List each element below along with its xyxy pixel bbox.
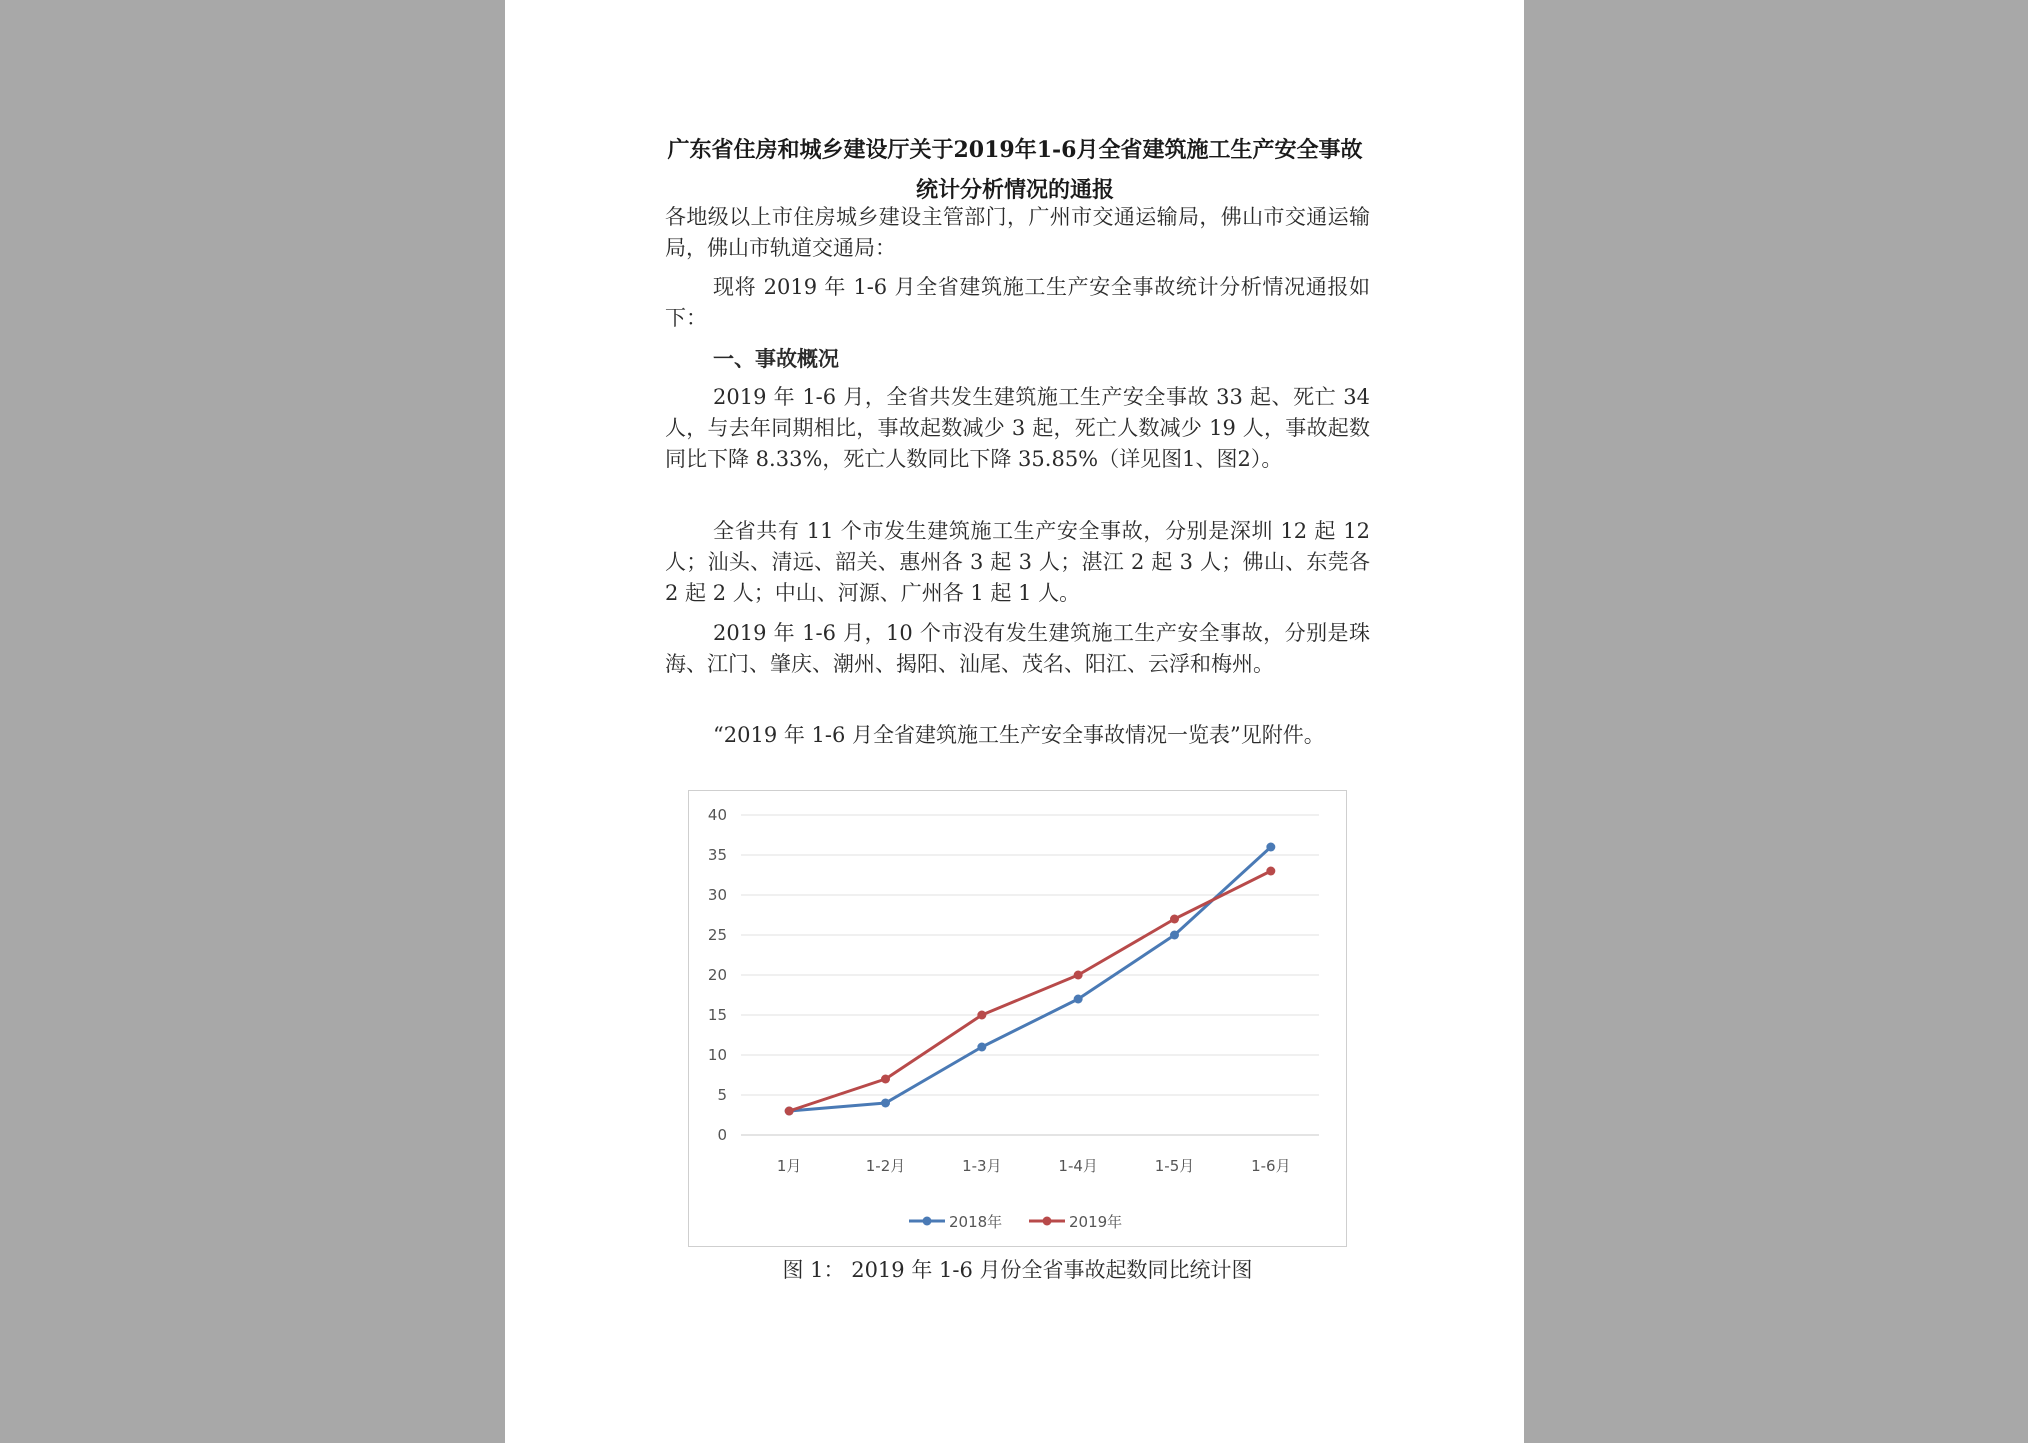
legend-label: 2018年 (949, 1213, 1003, 1231)
section-heading: 一、事故概况 (713, 346, 839, 371)
data-point (1266, 867, 1275, 876)
data-point (785, 1107, 794, 1116)
data-point (977, 1011, 986, 1020)
line-chart (688, 790, 1347, 1247)
y-tick-label: 25 (707, 926, 727, 944)
data-point (1170, 931, 1179, 940)
legend-label: 2019年 (1069, 1213, 1123, 1231)
chart-canvas (689, 791, 1346, 1246)
legend-marker (1043, 1217, 1052, 1226)
x-tick-label: 1-3月 (962, 1157, 1002, 1175)
x-tick-label: 1月 (776, 1157, 802, 1175)
data-point (1074, 971, 1083, 980)
cities-no-accidents-paragraph: 2019 年 1-6 月，10 个市没有发生建筑施工生产安全事故，分别是珠海、江门、肇庆、潮州、揭阳、汕尾、茂名、阳江、云浮和梅州。 (665, 621, 1370, 676)
series-line (789, 871, 1271, 1111)
y-tick-label: 40 (707, 806, 727, 824)
y-tick-label: 30 (707, 886, 727, 904)
y-tick-label: 10 (707, 1046, 727, 1064)
intro-paragraph: 现将 2019 年 1-6 月全省建筑施工生产安全事故统计分析情况通报如下： (665, 275, 1370, 330)
legend-marker (923, 1217, 932, 1226)
x-tick-label: 1-4月 (1058, 1157, 1098, 1175)
data-point (1074, 995, 1083, 1004)
y-tick-label: 35 (707, 846, 727, 864)
data-point (1170, 915, 1179, 924)
series-line (789, 847, 1271, 1111)
figure-caption: 图 1： 2019 年 1-6 月份全省事故起数同比统计图 (782, 1258, 1253, 1282)
x-tick-label: 1-2月 (865, 1157, 906, 1175)
summary-paragraph: 2019 年 1-6 月，全省共发生建筑施工生产安全事故 33 起、死亡 34 人，与去年同期相比，事故起数减少 3 起，死亡人数减少 19 人，事故起数同比下降 8.33%，死亡人数同比下降 35.85%（详见图1、图2）。 (665, 385, 1370, 471)
x-tick-label: 1-6月 (1251, 1157, 1291, 1175)
data-point (881, 1075, 890, 1084)
data-point (1266, 843, 1275, 852)
x-tick-label: 1-5月 (1154, 1157, 1195, 1175)
data-point (977, 1043, 986, 1052)
cities-accidents-paragraph: 全省共有 11 个市发生建筑施工生产安全事故，分别是深圳 12 起 12 人；汕头、清远、韶关、惠州各 3 起 3 人；湛江 2 起 3 人；佛山、东莞各 2 起 2 人；中山、河源、广州各 1 起 1 人。 (665, 519, 1370, 605)
y-tick-label: 0 (717, 1126, 727, 1144)
y-tick-label: 20 (707, 966, 727, 984)
document-page (505, 0, 1524, 1443)
y-tick-label: 5 (717, 1086, 727, 1104)
document-title: 广东省住房和城乡建设厅关于2019年1-6月全省建筑施工生产安全事故统计分析情况的通报 (667, 137, 1363, 203)
data-point (881, 1099, 890, 1108)
y-tick-label: 15 (707, 1006, 727, 1024)
recipients-paragraph: 各地级以上市住房城乡建设主管部门，广州市交通运输局，佛山市交通运输局，佛山市轨道交通局： (665, 205, 1370, 260)
attachment-reference-paragraph: “2019 年 1-6 月全省建筑施工生产安全事故情况一览表”见附件。 (713, 723, 1325, 747)
